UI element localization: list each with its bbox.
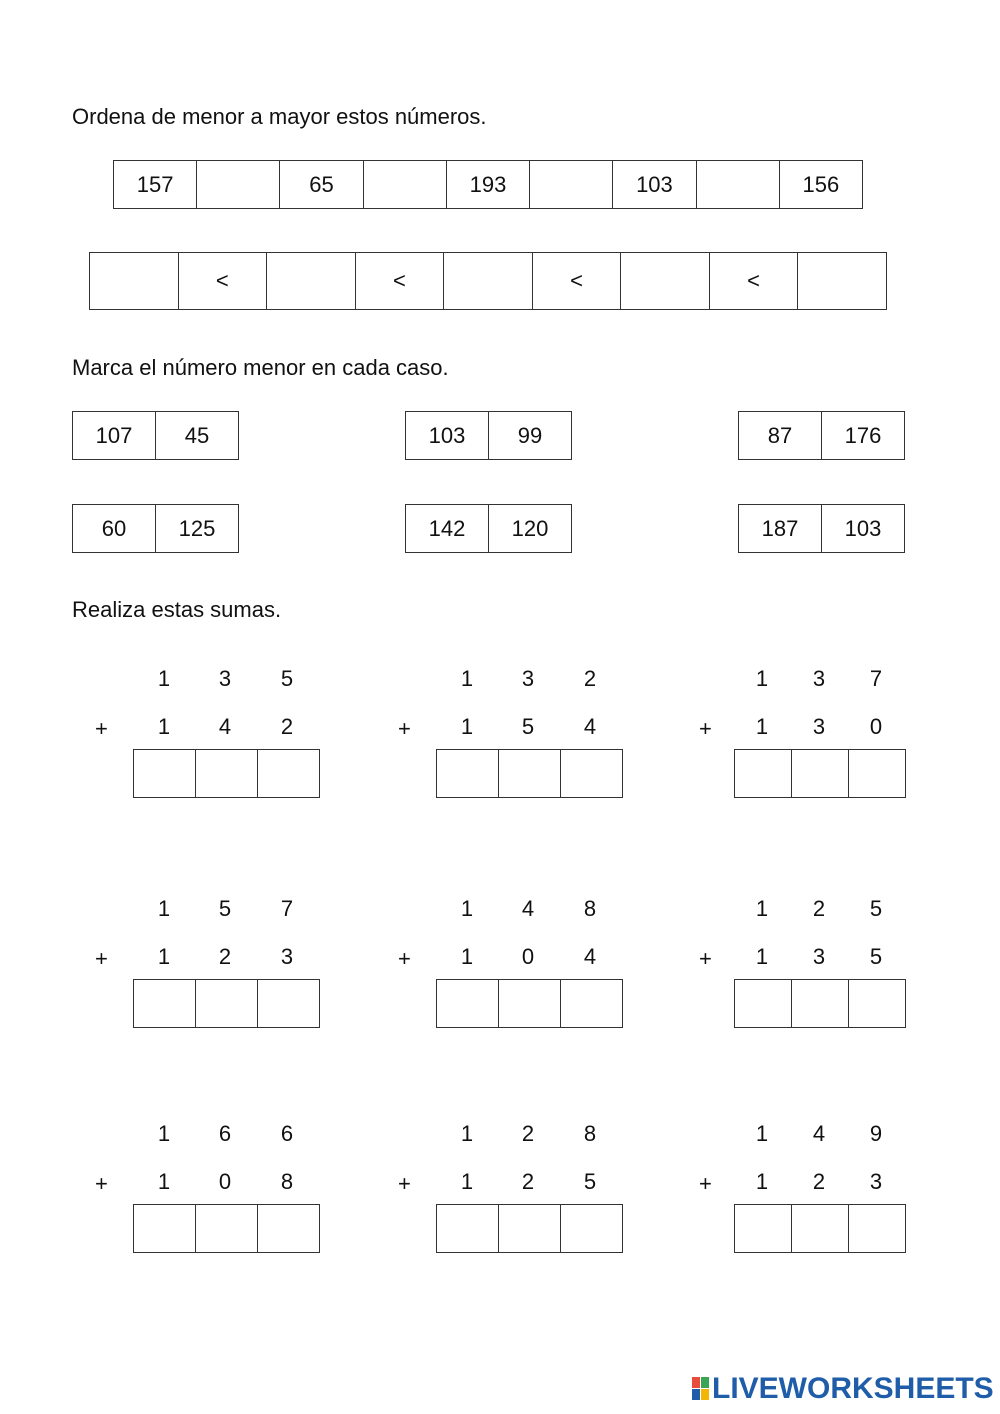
bottom-digit: 4 <box>583 944 597 969</box>
pair-number[interactable]: 103 <box>406 412 489 460</box>
sum-answer-cell[interactable] <box>735 1205 792 1253</box>
number-cell: 193 <box>446 161 529 209</box>
sum-answer-input[interactable] <box>792 980 848 1027</box>
pair-box <box>738 411 905 460</box>
less-than-sign: < <box>532 253 621 310</box>
top-digit: 1 <box>157 896 171 921</box>
number-cell: 156 <box>779 161 862 209</box>
liveworksheets-logo <box>692 1374 994 1404</box>
sum-answer-input[interactable] <box>258 1205 319 1252</box>
pair-box <box>405 504 572 553</box>
plus-sign: + <box>95 946 108 971</box>
sum-answer-cell[interactable] <box>134 1205 196 1253</box>
sum-answer-cell[interactable] <box>849 980 906 1028</box>
number-cell <box>696 161 779 209</box>
sum-answer-input[interactable] <box>499 750 560 797</box>
sum-answer-input[interactable] <box>437 980 498 1027</box>
sum-answer-cell[interactable] <box>792 980 849 1028</box>
sum-answer-cell[interactable] <box>258 980 320 1028</box>
bottom-digit: 0 <box>521 944 535 969</box>
number-cell <box>363 161 446 209</box>
sum-answer-cell[interactable] <box>561 980 623 1028</box>
sum-answer-cell[interactable] <box>849 1205 906 1253</box>
bottom-digit: 1 <box>460 1169 474 1194</box>
answer-input[interactable] <box>621 253 709 309</box>
sum-answer-input[interactable] <box>499 980 560 1027</box>
sum-answer-input[interactable] <box>196 750 257 797</box>
sum-answer-input[interactable] <box>735 750 791 797</box>
number-cell: 65 <box>280 161 363 209</box>
sum-answer-cell[interactable] <box>499 980 561 1028</box>
top-digit: 1 <box>755 896 769 921</box>
top-digit: 2 <box>583 666 597 691</box>
sum-answer-input[interactable] <box>792 1205 848 1252</box>
smaller-title: Marca el número menor en cada caso. <box>72 355 449 380</box>
pair-number[interactable]: 99 <box>489 412 572 460</box>
logo-text: LIVEWORKSHEETS <box>712 1372 994 1405</box>
sum-answer-boxes <box>734 1204 906 1253</box>
answer-cell[interactable] <box>90 253 179 310</box>
top-digit: 4 <box>521 896 535 921</box>
logo-mark-icon <box>692 1377 710 1401</box>
sum-answer-boxes <box>133 749 320 798</box>
bottom-digit: 1 <box>755 714 769 739</box>
less-than-sign: < <box>709 253 798 310</box>
sum-answer-input[interactable] <box>849 750 905 797</box>
less-than-sign: < <box>178 253 267 310</box>
sum-answer-cell[interactable] <box>792 1205 849 1253</box>
top-digit: 8 <box>583 1121 597 1146</box>
sum-answer-cell[interactable] <box>437 750 499 798</box>
top-digit: 3 <box>812 666 826 691</box>
sums-title: Realiza estas sumas. <box>72 597 282 622</box>
sum-answer-cell[interactable] <box>196 980 258 1028</box>
bottom-digit: 2 <box>218 944 232 969</box>
plus-sign: + <box>699 1171 712 1196</box>
sum-answer-boxes <box>436 749 623 798</box>
plus-sign: + <box>95 716 108 741</box>
plus-sign: + <box>95 1171 108 1196</box>
bottom-digit: 3 <box>869 1169 883 1194</box>
pair-number[interactable]: 120 <box>489 505 572 553</box>
bottom-digit: 2 <box>521 1169 535 1194</box>
bottom-digit: 3 <box>280 944 294 969</box>
pair-number[interactable]: 107 <box>73 412 156 460</box>
bottom-digit: 1 <box>157 944 171 969</box>
top-digit: 1 <box>460 1121 474 1146</box>
sum-answer-cell[interactable] <box>499 750 561 798</box>
bottom-digit: 1 <box>755 1169 769 1194</box>
top-digit: 1 <box>157 666 171 691</box>
sum-answer-boxes <box>734 979 906 1028</box>
bottom-digit: 2 <box>812 1169 826 1194</box>
sum-answer-cell[interactable] <box>258 1205 320 1253</box>
bottom-digit: 0 <box>218 1169 232 1194</box>
sum-answer-input[interactable] <box>134 750 195 797</box>
top-digit: 1 <box>460 896 474 921</box>
sum-answer-input[interactable] <box>735 980 791 1027</box>
bottom-digit: 3 <box>812 944 826 969</box>
top-digit: 1 <box>157 1121 171 1146</box>
top-digit: 5 <box>869 896 883 921</box>
sum-answer-input[interactable] <box>437 1205 498 1252</box>
sum-answer-input[interactable] <box>792 750 848 797</box>
order-title: Ordena de menor a mayor estos números. <box>72 104 487 129</box>
sum-answer-boxes <box>734 749 906 798</box>
sum-answer-input[interactable] <box>735 1205 791 1252</box>
pair-number[interactable]: 125 <box>156 505 239 553</box>
pair-number[interactable]: 103 <box>822 505 905 553</box>
number-cell: 103 <box>613 161 696 209</box>
bottom-digit: 2 <box>280 714 294 739</box>
sum-answer-boxes <box>133 1204 320 1253</box>
sum-answer-input[interactable] <box>258 750 319 797</box>
sum-answer-input[interactable] <box>196 980 257 1027</box>
top-digit: 3 <box>218 666 232 691</box>
pair-number[interactable]: 176 <box>822 412 905 460</box>
plus-sign: + <box>398 946 411 971</box>
less-than-sign: < <box>355 253 444 310</box>
answer-cell[interactable] <box>444 253 533 310</box>
sum-answer-cell[interactable] <box>499 1205 561 1253</box>
sum-answer-input[interactable] <box>134 980 195 1027</box>
pair-number[interactable]: 87 <box>739 412 822 460</box>
sum-answer-input[interactable] <box>258 980 319 1027</box>
bottom-digit: 8 <box>280 1169 294 1194</box>
sum-answer-cell[interactable] <box>437 1205 499 1253</box>
top-digit: 1 <box>460 666 474 691</box>
pair-number[interactable]: 45 <box>156 412 239 460</box>
bottom-digit: 4 <box>218 714 232 739</box>
pair-number[interactable]: 142 <box>406 505 489 553</box>
sum-answer-cell[interactable] <box>735 980 792 1028</box>
sum-answer-cell[interactable] <box>735 750 792 798</box>
plus-sign: + <box>398 1171 411 1196</box>
sum-answer-input[interactable] <box>849 980 905 1027</box>
pair-number[interactable]: 187 <box>739 505 822 553</box>
numbers-row <box>113 160 863 209</box>
top-digit: 9 <box>869 1121 883 1146</box>
sum-answer-input[interactable] <box>499 1205 560 1252</box>
top-digit: 6 <box>280 1121 294 1146</box>
bottom-digit: 5 <box>869 944 883 969</box>
bottom-digit: 5 <box>583 1169 597 1194</box>
bottom-digit: 3 <box>812 714 826 739</box>
sum-answer-input[interactable] <box>134 1205 195 1252</box>
sum-answer-input[interactable] <box>196 1205 257 1252</box>
bottom-digit: 4 <box>583 714 597 739</box>
top-digit: 1 <box>755 1121 769 1146</box>
answer-cell[interactable] <box>621 253 710 310</box>
sum-answer-input[interactable] <box>561 750 622 797</box>
top-digit: 4 <box>812 1121 826 1146</box>
sum-answer-cell[interactable] <box>792 750 849 798</box>
sum-answer-cell[interactable] <box>561 750 623 798</box>
sum-answer-boxes <box>436 979 623 1028</box>
bottom-digit: 1 <box>755 944 769 969</box>
sum-answer-cell[interactable] <box>258 750 320 798</box>
top-digit: 5 <box>218 896 232 921</box>
sum-answer-cell[interactable] <box>561 1205 623 1253</box>
pair-box <box>738 504 905 553</box>
top-digit: 5 <box>280 666 294 691</box>
sum-answer-cell[interactable] <box>196 750 258 798</box>
answer-cell[interactable] <box>267 253 356 310</box>
sum-answer-input[interactable] <box>561 980 622 1027</box>
top-digit: 6 <box>218 1121 232 1146</box>
top-digit: 1 <box>755 666 769 691</box>
bottom-digit: 1 <box>157 1169 171 1194</box>
sum-answer-input[interactable] <box>849 1205 905 1252</box>
pair-box <box>72 504 239 553</box>
answer-input[interactable] <box>444 253 532 309</box>
sum-answer-boxes <box>436 1204 623 1253</box>
sum-answer-input[interactable] <box>561 1205 622 1252</box>
sum-answer-input[interactable] <box>437 750 498 797</box>
number-cell <box>197 161 280 209</box>
answer-input[interactable] <box>798 253 886 309</box>
pair-box <box>72 411 239 460</box>
top-digit: 2 <box>812 896 826 921</box>
sum-answer-cell[interactable] <box>134 980 196 1028</box>
bottom-digit: 1 <box>460 714 474 739</box>
top-digit: 7 <box>280 896 294 921</box>
sum-answer-cell[interactable] <box>437 980 499 1028</box>
pair-number[interactable]: 60 <box>73 505 156 553</box>
sum-answer-boxes <box>133 979 320 1028</box>
answer-input[interactable] <box>90 253 178 309</box>
sum-answer-cell[interactable] <box>196 1205 258 1253</box>
top-digit: 3 <box>521 666 535 691</box>
plus-sign: + <box>398 716 411 741</box>
plus-sign: + <box>699 946 712 971</box>
plus-sign: + <box>699 716 712 741</box>
answer-cell[interactable] <box>798 253 887 310</box>
sum-answer-cell[interactable] <box>134 750 196 798</box>
answer-input[interactable] <box>267 253 355 309</box>
top-digit: 8 <box>583 896 597 921</box>
bottom-digit: 5 <box>521 714 535 739</box>
top-digit: 7 <box>869 666 883 691</box>
sum-answer-cell[interactable] <box>849 750 906 798</box>
ordering-answer-row <box>89 252 887 310</box>
bottom-digit: 1 <box>157 714 171 739</box>
bottom-digit: 0 <box>869 714 883 739</box>
number-cell <box>530 161 613 209</box>
bottom-digit: 1 <box>460 944 474 969</box>
number-cell: 157 <box>114 161 197 209</box>
top-digit: 2 <box>521 1121 535 1146</box>
pair-box <box>405 411 572 460</box>
